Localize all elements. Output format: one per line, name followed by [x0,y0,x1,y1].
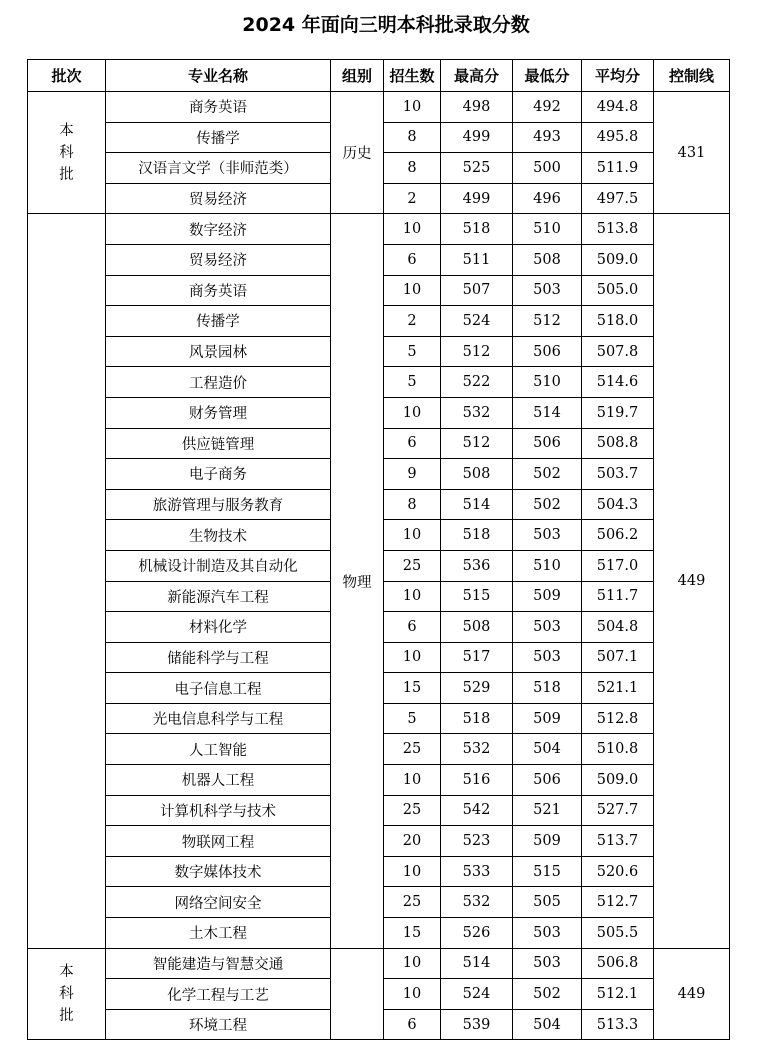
enroll-count: 10 [384,581,441,612]
header-control: 控制线 [654,60,730,92]
batch-char: 本 [59,122,74,139]
avg-score: 504.8 [582,612,654,643]
batch-cell [28,214,106,948]
avg-score: 504.3 [582,489,654,520]
enroll-count: 10 [384,275,441,306]
enroll-count: 6 [384,244,441,275]
enroll-count: 15 [384,918,441,949]
major-name: 化学工程与工艺 [106,979,331,1010]
max-score: 522 [441,367,513,398]
min-score: 515 [513,856,582,887]
group-empty [331,948,384,1040]
major-name: 环境工程 [106,1009,331,1040]
header-max: 最高分 [441,60,513,92]
max-score: 499 [441,183,513,214]
enroll-count: 5 [384,336,441,367]
major-name: 数字经济 [106,214,331,245]
enroll-count: 6 [384,428,441,459]
avg-score: 512.7 [582,887,654,918]
min-score: 504 [513,1009,582,1040]
avg-score: 508.8 [582,428,654,459]
min-score: 509 [513,703,582,734]
table-row [28,214,730,245]
avg-score: 527.7 [582,795,654,826]
major-name: 网络空间安全 [106,887,331,918]
avg-score: 506.2 [582,520,654,551]
min-score: 508 [513,244,582,275]
batch-char: 本 [59,964,74,981]
avg-score: 514.6 [582,367,654,398]
max-score: 517 [441,642,513,673]
major-name: 旅游管理与服务教育 [106,489,331,520]
max-score: 532 [441,397,513,428]
major-name: 人工智能 [106,734,331,765]
avg-score: 519.7 [582,397,654,428]
batch-cell [28,948,106,1040]
major-name: 工程造价 [106,367,331,398]
avg-score: 507.1 [582,642,654,673]
enroll-count: 8 [384,489,441,520]
min-score: 509 [513,581,582,612]
max-score: 533 [441,856,513,887]
header-min: 最低分 [513,60,582,92]
batch-char: 科 [59,986,74,1003]
max-score: 523 [441,826,513,857]
max-score: 532 [441,734,513,765]
major-name: 土木工程 [106,918,331,949]
avg-score: 494.8 [582,92,654,123]
enroll-count: 10 [384,520,441,551]
major-name: 数字媒体技术 [106,856,331,887]
major-name: 材料化学 [106,612,331,643]
enroll-count: 25 [384,734,441,765]
avg-score: 510.8 [582,734,654,765]
header-enroll: 招生数 [384,60,441,92]
major-name: 贸易经济 [106,183,331,214]
min-score: 518 [513,673,582,704]
major-name: 供应链管理 [106,428,331,459]
max-score: 536 [441,550,513,581]
avg-score: 505.5 [582,918,654,949]
enroll-count: 9 [384,459,441,490]
major-name: 新能源汽车工程 [106,581,331,612]
major-name: 财务管理 [106,397,331,428]
avg-score: 521.1 [582,673,654,704]
max-score: 512 [441,428,513,459]
avg-score: 513.8 [582,214,654,245]
enroll-count: 10 [384,979,441,1010]
major-name: 计算机科学与技术 [106,795,331,826]
max-score: 532 [441,887,513,918]
major-name: 电子商务 [106,459,331,490]
max-score: 514 [441,948,513,979]
min-score: 503 [513,918,582,949]
min-score: 502 [513,459,582,490]
max-score: 526 [441,918,513,949]
enroll-count: 6 [384,612,441,643]
max-score: 524 [441,979,513,1010]
max-score: 508 [441,612,513,643]
enroll-count: 25 [384,550,441,581]
avg-score: 495.8 [582,122,654,153]
avg-score: 520.6 [582,856,654,887]
header-group: 组别 [331,60,384,92]
max-score: 529 [441,673,513,704]
max-score: 518 [441,214,513,245]
table-body [28,92,730,1040]
enroll-count: 10 [384,765,441,796]
min-score: 493 [513,122,582,153]
enroll-count: 5 [384,703,441,734]
enroll-count: 10 [384,642,441,673]
enroll-count: 10 [384,856,441,887]
max-score: 518 [441,703,513,734]
max-score: 525 [441,153,513,184]
max-score: 539 [441,1009,513,1040]
max-score: 508 [441,459,513,490]
major-name: 机器人工程 [106,765,331,796]
min-score: 503 [513,642,582,673]
table-row [28,92,730,123]
group-physics: 物理 [331,214,384,948]
major-name: 机械设计制造及其自动化 [106,550,331,581]
avg-score: 518.0 [582,306,654,337]
min-score: 503 [513,275,582,306]
control-line-physics: 449 [654,214,730,948]
major-name: 生物技术 [106,520,331,551]
min-score: 510 [513,214,582,245]
batch-char: 批 [59,1008,74,1025]
enroll-count: 25 [384,795,441,826]
page-title: 2024 年面向三明本科批录取分数 [242,14,530,36]
enroll-count: 5 [384,367,441,398]
header-row [28,60,730,92]
major-name: 汉语言文学（非师范类） [106,153,331,184]
max-score: 516 [441,765,513,796]
batch-cell [28,92,106,214]
min-score: 502 [513,489,582,520]
max-score: 514 [441,489,513,520]
major-name: 光电信息科学与工程 [106,703,331,734]
major-name: 物联网工程 [106,826,331,857]
major-name: 电子信息工程 [106,673,331,704]
enroll-count: 10 [384,397,441,428]
major-name: 储能科学与工程 [106,642,331,673]
avg-score: 509.0 [582,244,654,275]
min-score: 510 [513,367,582,398]
control-line-history: 431 [654,92,730,214]
major-name: 贸易经济 [106,244,331,275]
max-score: 524 [441,306,513,337]
max-score: 518 [441,520,513,551]
min-score: 500 [513,153,582,184]
max-score: 512 [441,336,513,367]
min-score: 506 [513,336,582,367]
enroll-count: 8 [384,153,441,184]
min-score: 510 [513,550,582,581]
major-name: 风景园林 [106,336,331,367]
major-name: 商务英语 [106,92,331,123]
batch-char: 批 [59,166,74,183]
min-score: 505 [513,887,582,918]
min-score: 503 [513,520,582,551]
avg-score: 506.8 [582,948,654,979]
min-score: 509 [513,826,582,857]
enroll-count: 6 [384,1009,441,1040]
avg-score: 513.7 [582,826,654,857]
min-score: 503 [513,948,582,979]
major-name: 传播学 [106,122,331,153]
min-score: 503 [513,612,582,643]
avg-score: 517.0 [582,550,654,581]
admission-score-table [27,59,730,1040]
max-score: 498 [441,92,513,123]
enroll-count: 20 [384,826,441,857]
min-score: 492 [513,92,582,123]
batch-char: 科 [59,144,74,161]
major-name: 商务英语 [106,275,331,306]
avg-score: 512.8 [582,703,654,734]
enroll-count: 10 [384,92,441,123]
control-line: 449 [654,948,730,1040]
avg-score: 505.0 [582,275,654,306]
major-name: 传播学 [106,306,331,337]
avg-score: 497.5 [582,183,654,214]
max-score: 507 [441,275,513,306]
avg-score: 511.7 [582,581,654,612]
min-score: 496 [513,183,582,214]
avg-score: 503.7 [582,459,654,490]
header-avg: 平均分 [582,60,654,92]
header-batch: 批次 [28,60,106,92]
min-score: 506 [513,765,582,796]
avg-score: 512.1 [582,979,654,1010]
min-score: 512 [513,306,582,337]
max-score: 499 [441,122,513,153]
avg-score: 513.3 [582,1009,654,1040]
max-score: 511 [441,244,513,275]
enroll-count: 10 [384,948,441,979]
avg-score: 507.8 [582,336,654,367]
enroll-count: 10 [384,214,441,245]
header-major: 专业名称 [106,60,331,92]
max-score: 542 [441,795,513,826]
max-score: 515 [441,581,513,612]
min-score: 521 [513,795,582,826]
enroll-count: 25 [384,887,441,918]
major-name: 智能建造与智慧交通 [106,948,331,979]
enroll-count: 15 [384,673,441,704]
min-score: 514 [513,397,582,428]
avg-score: 511.9 [582,153,654,184]
enroll-count: 2 [384,306,441,337]
group-history: 历史 [331,92,384,214]
table-row [28,948,730,979]
min-score: 506 [513,428,582,459]
min-score: 502 [513,979,582,1010]
min-score: 504 [513,734,582,765]
avg-score: 509.0 [582,765,654,796]
enroll-count: 8 [384,122,441,153]
enroll-count: 2 [384,183,441,214]
